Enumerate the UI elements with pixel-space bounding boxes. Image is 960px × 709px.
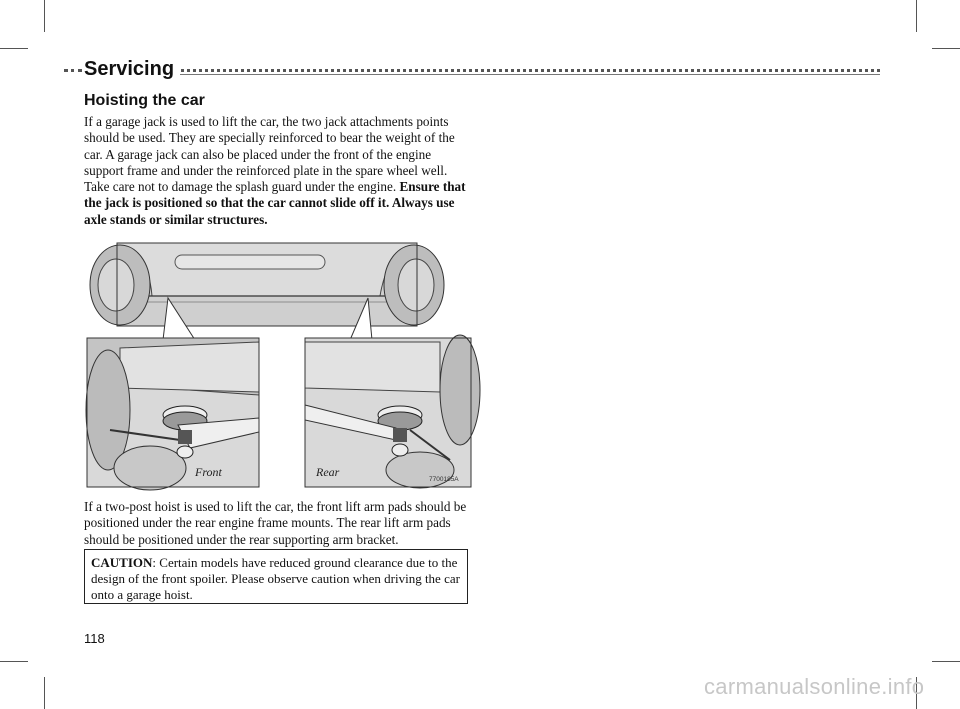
- front-label: Front: [195, 465, 222, 479]
- page-number: 118: [84, 631, 105, 646]
- caution-box: [84, 549, 468, 604]
- hoist-paragraph: If a two-post hoist is used to lift the car, the front lift arm pads should be positioned under the rear engine frame mounts. The rear lift arm pads should be positioned under the rear supporting arm bracket.: [84, 499, 467, 547]
- intro-warning-text: Ensure that the jack is positioned so that the car cannot slide off it. Always use axle stands or similar structures.: [84, 179, 466, 227]
- intro-text: If a garage jack is used to lift the car, the two jack attachments points should be used. They are specially reinforced to bear the weight of the car. A garage jack can also be placed under the front of the engine support frame and under the reinforced plate in the spare wheel well. Take care not to damage the splash guard under the engine.: [84, 114, 455, 195]
- caution-text: : Certain models have reduced ground clearance due to the design of the front spoiler. Please observe caution when driving the car onto a garage hoist.: [91, 555, 460, 602]
- section-title: Servicing: [84, 58, 180, 81]
- page-subtitle: Hoisting the car: [84, 92, 205, 109]
- car-underside-view: [90, 243, 444, 340]
- rear-label: Rear: [316, 465, 340, 479]
- watermark-text: carmanualsonline.info: [704, 674, 925, 699]
- caution-label: CAUTION: [91, 555, 153, 570]
- rear-jack-point-detail: [305, 335, 480, 488]
- figure-code: 7700185A: [429, 476, 459, 483]
- front-jack-point-detail: [86, 338, 259, 490]
